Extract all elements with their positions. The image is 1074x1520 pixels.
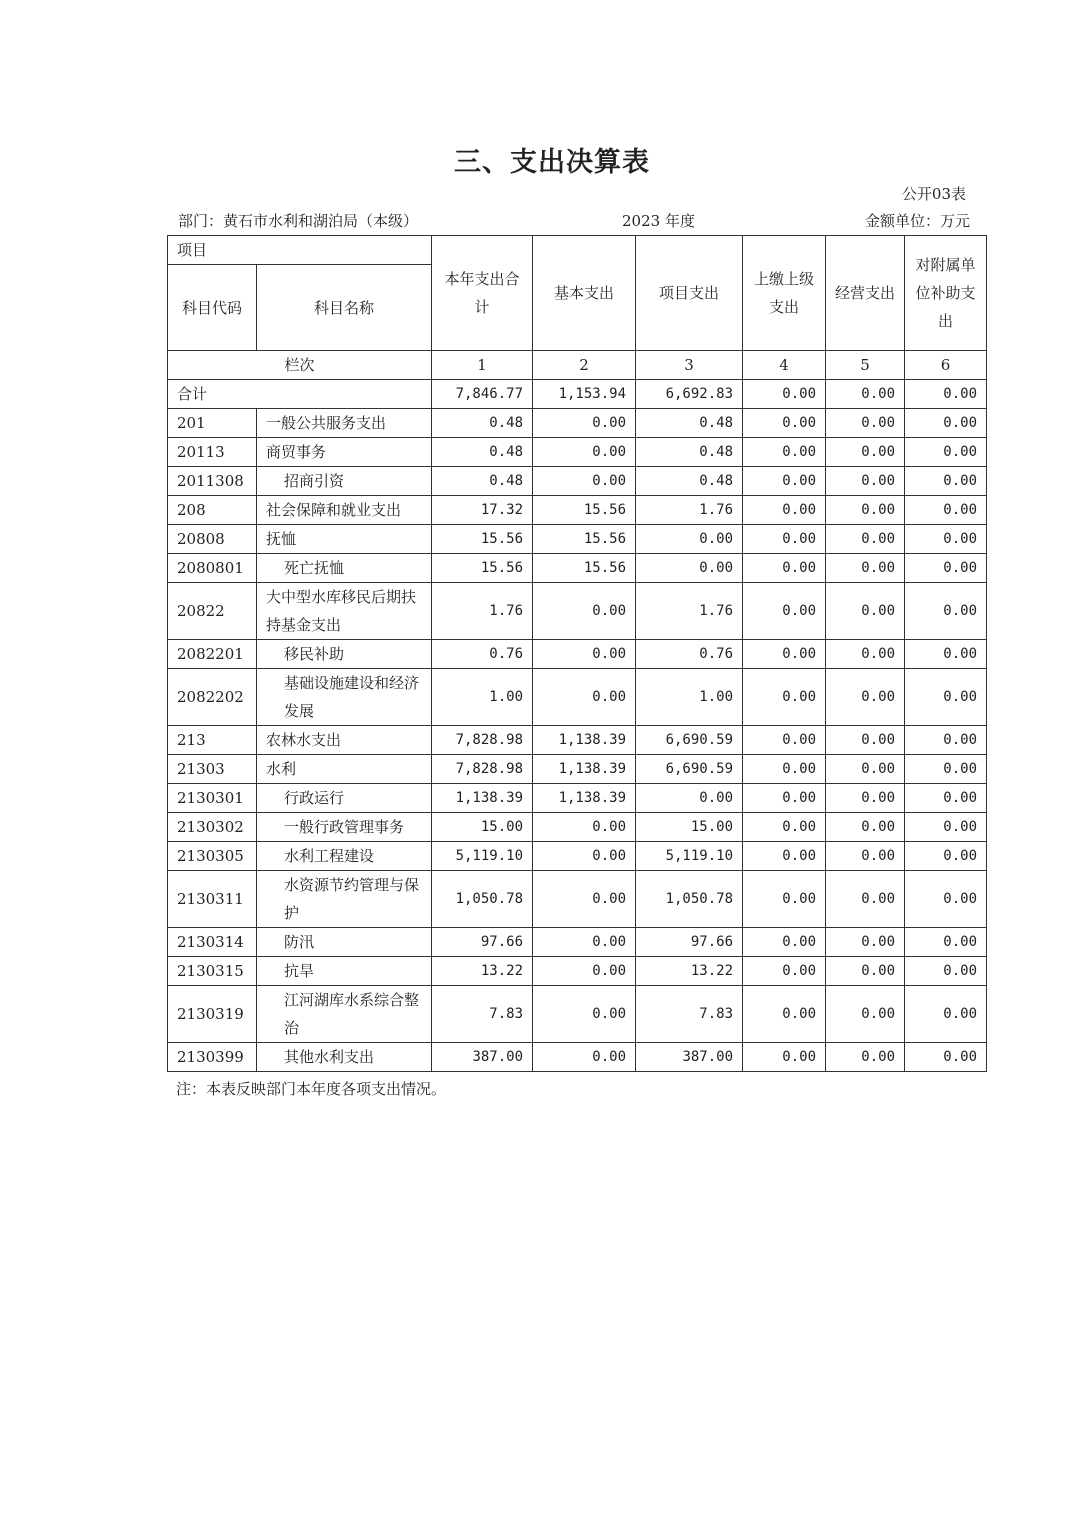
table-row: [168, 957, 987, 986]
column-number: 4: [743, 351, 826, 380]
row-value: 0.00: [905, 554, 987, 583]
total-value: 0.00: [826, 380, 905, 409]
row-value: 0.00: [826, 583, 905, 640]
table-row: [168, 871, 987, 928]
row-value: 15.56: [533, 525, 636, 554]
row-name: 社会保障和就业支出: [257, 496, 432, 525]
row-name: 移民补助: [257, 640, 432, 669]
row-value: 0.00: [905, 755, 987, 784]
row-code: 2130315: [168, 957, 257, 986]
row-code: 2130301: [168, 784, 257, 813]
row-value: 0.00: [743, 669, 826, 726]
table-row: [168, 755, 987, 784]
column-label: 栏次: [168, 351, 432, 380]
total-label: 合计: [168, 380, 432, 409]
row-value: 97.66: [432, 928, 533, 957]
header-code: 科目代码: [168, 265, 257, 351]
row-name: 招商引资: [257, 467, 432, 496]
row-code: 213: [168, 726, 257, 755]
row-value: 0.00: [743, 957, 826, 986]
row-value: 0.00: [905, 928, 987, 957]
table-row: [168, 554, 987, 583]
row-value: 7.83: [636, 986, 743, 1043]
row-value: 0.00: [826, 813, 905, 842]
row-value: 0.00: [826, 467, 905, 496]
row-value: 0.00: [826, 928, 905, 957]
total-value: 1,153.94: [533, 380, 636, 409]
row-name: 抚恤: [257, 525, 432, 554]
row-value: 15.00: [432, 813, 533, 842]
amount-unit: 金额单位：万元: [864, 212, 970, 230]
row-value: 0.00: [743, 986, 826, 1043]
row-value: 15.56: [432, 525, 533, 554]
row-name: 水利: [257, 755, 432, 784]
table-row: [168, 438, 987, 467]
row-name: 基础设施建设和经济发展: [257, 669, 432, 726]
row-value: 0.00: [826, 640, 905, 669]
row-value: 0.00: [826, 957, 905, 986]
row-value: 0.00: [826, 669, 905, 726]
row-value: 0.00: [743, 496, 826, 525]
total-value: 0.00: [743, 380, 826, 409]
row-value: 0.00: [905, 957, 987, 986]
row-name: 水利工程建设: [257, 842, 432, 871]
row-value: 0.00: [533, 928, 636, 957]
row-value: 0.00: [533, 957, 636, 986]
row-name: 水资源节约管理与保护: [257, 871, 432, 928]
row-name: 商贸事务: [257, 438, 432, 467]
row-name: 农林水支出: [257, 726, 432, 755]
row-value: 0.76: [636, 640, 743, 669]
row-value: 0.00: [743, 1043, 826, 1072]
expenditure-table: [167, 235, 987, 1072]
row-value: 0.00: [905, 1043, 987, 1072]
row-name: 防汛: [257, 928, 432, 957]
row-value: 0.00: [743, 784, 826, 813]
table-row: [168, 842, 987, 871]
row-code: 208: [168, 496, 257, 525]
row-value: 15.56: [432, 554, 533, 583]
row-value: 0.00: [533, 640, 636, 669]
row-value: 0.00: [826, 409, 905, 438]
column-number: 1: [432, 351, 533, 380]
total-value: 6,692.83: [636, 380, 743, 409]
row-value: 0.00: [743, 438, 826, 467]
row-value: 0.00: [826, 496, 905, 525]
row-value: 1,138.39: [432, 784, 533, 813]
row-value: 13.22: [432, 957, 533, 986]
row-value: 0.00: [905, 784, 987, 813]
table-row: [168, 669, 987, 726]
row-value: 0.00: [743, 554, 826, 583]
header-total: [432, 236, 533, 351]
row-value: 0.00: [743, 583, 826, 640]
header-row-1: [168, 236, 987, 265]
row-code: 2082202: [168, 669, 257, 726]
row-code: 20808: [168, 525, 257, 554]
header-project: 项目支出: [636, 236, 743, 351]
row-value: 1,138.39: [533, 784, 636, 813]
row-value: 0.00: [826, 726, 905, 755]
row-value: 6,690.59: [636, 726, 743, 755]
row-value: 0.00: [905, 986, 987, 1043]
row-code: 2082201: [168, 640, 257, 669]
row-value: 0.00: [905, 409, 987, 438]
row-code: 20822: [168, 583, 257, 640]
table-row: [168, 986, 987, 1043]
row-value: 0.00: [826, 1043, 905, 1072]
row-value: 5,119.10: [432, 842, 533, 871]
header-business: 经营支出: [826, 236, 905, 351]
table-row: [168, 409, 987, 438]
row-value: 0.00: [905, 496, 987, 525]
row-value: 0.00: [905, 726, 987, 755]
table-row: [168, 583, 987, 640]
row-value: 0.00: [636, 525, 743, 554]
table-note: 注：本表反映部门本年度各项支出情况。: [176, 1080, 447, 1098]
table-row: [168, 496, 987, 525]
row-value: 1,050.78: [636, 871, 743, 928]
row-code: 21303: [168, 755, 257, 784]
row-value: 0.00: [826, 986, 905, 1043]
row-value: 0.00: [743, 928, 826, 957]
row-name: 一般公共服务支出: [257, 409, 432, 438]
row-value: 0.00: [826, 525, 905, 554]
row-value: 15.56: [533, 496, 636, 525]
row-value: 0.00: [905, 669, 987, 726]
row-name: 抗旱: [257, 957, 432, 986]
row-value: 7,828.98: [432, 755, 533, 784]
row-value: 0.00: [905, 583, 987, 640]
row-value: 0.00: [826, 784, 905, 813]
table-row: [168, 1043, 987, 1072]
row-value: 1,050.78: [432, 871, 533, 928]
row-value: 15.56: [533, 554, 636, 583]
header-superior: 上缴上级支出: [743, 236, 826, 351]
row-value: 0.00: [743, 726, 826, 755]
row-value: 0.76: [432, 640, 533, 669]
row-value: 0.00: [905, 813, 987, 842]
row-value: 0.00: [743, 409, 826, 438]
table-row: [168, 784, 987, 813]
column-number: 2: [533, 351, 636, 380]
row-value: 1,138.39: [533, 726, 636, 755]
table-row: [168, 928, 987, 957]
row-value: 1.00: [432, 669, 533, 726]
row-code: 2130314: [168, 928, 257, 957]
row-value: 0.00: [533, 842, 636, 871]
row-value: 0.00: [905, 525, 987, 554]
column-number: 6: [905, 351, 987, 380]
row-value: 1,138.39: [533, 755, 636, 784]
row-value: 1.76: [636, 496, 743, 525]
row-code: 20113: [168, 438, 257, 467]
column-number-row: [168, 351, 987, 380]
document-title: 三、支出决算表: [454, 147, 650, 178]
row-value: 0.00: [533, 813, 636, 842]
row-name: 大中型水库移民后期扶持基金支出: [257, 583, 432, 640]
row-name: 一般行政管理事务: [257, 813, 432, 842]
row-value: 0.48: [636, 438, 743, 467]
row-code: 2130302: [168, 813, 257, 842]
row-value: 0.00: [905, 640, 987, 669]
row-value: 0.00: [533, 409, 636, 438]
row-value: 0.00: [905, 438, 987, 467]
header-basic: 基本支出: [533, 236, 636, 351]
row-value: 0.00: [533, 1043, 636, 1072]
total-value: 7,846.77: [432, 380, 533, 409]
row-value: 0.00: [743, 813, 826, 842]
table-row: [168, 726, 987, 755]
header-name: 科目名称: [257, 265, 432, 351]
row-name: 江河湖库水系综合整治: [257, 986, 432, 1043]
row-name: 其他水利支出: [257, 1043, 432, 1072]
row-value: 0.00: [905, 842, 987, 871]
row-value: 0.00: [826, 554, 905, 583]
row-code: 2080801: [168, 554, 257, 583]
table-row: [168, 813, 987, 842]
row-value: 387.00: [432, 1043, 533, 1072]
department-label: 部门：黄石市水利和湖泊局（本级）: [178, 212, 419, 230]
row-value: 0.00: [743, 755, 826, 784]
fiscal-year: 2023 年度: [622, 212, 695, 230]
total-value: 0.00: [905, 380, 987, 409]
row-code: 2130319: [168, 986, 257, 1043]
row-value: 0.00: [826, 755, 905, 784]
row-value: 17.32: [432, 496, 533, 525]
row-value: 5,119.10: [636, 842, 743, 871]
row-code: 2011308: [168, 467, 257, 496]
table-row: [168, 525, 987, 554]
total-row: [168, 380, 987, 409]
form-number: 公开03表: [901, 185, 966, 203]
row-value: 0.00: [533, 438, 636, 467]
row-code: 2130399: [168, 1043, 257, 1072]
row-value: 0.00: [826, 842, 905, 871]
row-value: 0.00: [743, 871, 826, 928]
row-value: 6,690.59: [636, 755, 743, 784]
row-value: 0.00: [905, 871, 987, 928]
table-row: [168, 467, 987, 496]
row-value: 97.66: [636, 928, 743, 957]
row-value: 0.00: [743, 842, 826, 871]
table-body: [168, 236, 987, 1072]
row-value: 0.00: [533, 669, 636, 726]
header-total-text: 本年支出合计: [444, 270, 520, 316]
row-value: 1.00: [636, 669, 743, 726]
row-value: 0.00: [743, 467, 826, 496]
column-number: 3: [636, 351, 743, 380]
row-value: 0.00: [533, 871, 636, 928]
row-value: 0.00: [743, 525, 826, 554]
row-value: 0.48: [432, 467, 533, 496]
row-code: 201: [168, 409, 257, 438]
row-value: 0.00: [743, 640, 826, 669]
table-row: [168, 640, 987, 669]
row-value: 0.00: [826, 438, 905, 467]
row-value: 0.00: [533, 583, 636, 640]
row-value: 1.76: [636, 583, 743, 640]
row-value: 0.00: [905, 467, 987, 496]
row-code: 2130311: [168, 871, 257, 928]
row-value: 0.48: [432, 409, 533, 438]
row-value: 7,828.98: [432, 726, 533, 755]
row-value: 0.00: [636, 784, 743, 813]
row-value: 13.22: [636, 957, 743, 986]
header-subsidy: 对附属单位补助支出: [905, 236, 987, 351]
row-value: 0.48: [432, 438, 533, 467]
row-value: 1.76: [432, 583, 533, 640]
row-value: 7.83: [432, 986, 533, 1043]
row-value: 0.00: [826, 871, 905, 928]
row-name: 死亡抚恤: [257, 554, 432, 583]
meta-row: [168, 210, 986, 234]
row-value: 387.00: [636, 1043, 743, 1072]
row-value: 0.00: [636, 554, 743, 583]
row-value: 0.48: [636, 409, 743, 438]
row-value: 0.00: [533, 467, 636, 496]
row-value: 0.48: [636, 467, 743, 496]
row-name: 行政运行: [257, 784, 432, 813]
row-value: 15.00: [636, 813, 743, 842]
header-item: 项目: [168, 236, 432, 265]
column-number: 5: [826, 351, 905, 380]
row-value: 0.00: [533, 986, 636, 1043]
row-code: 2130305: [168, 842, 257, 871]
